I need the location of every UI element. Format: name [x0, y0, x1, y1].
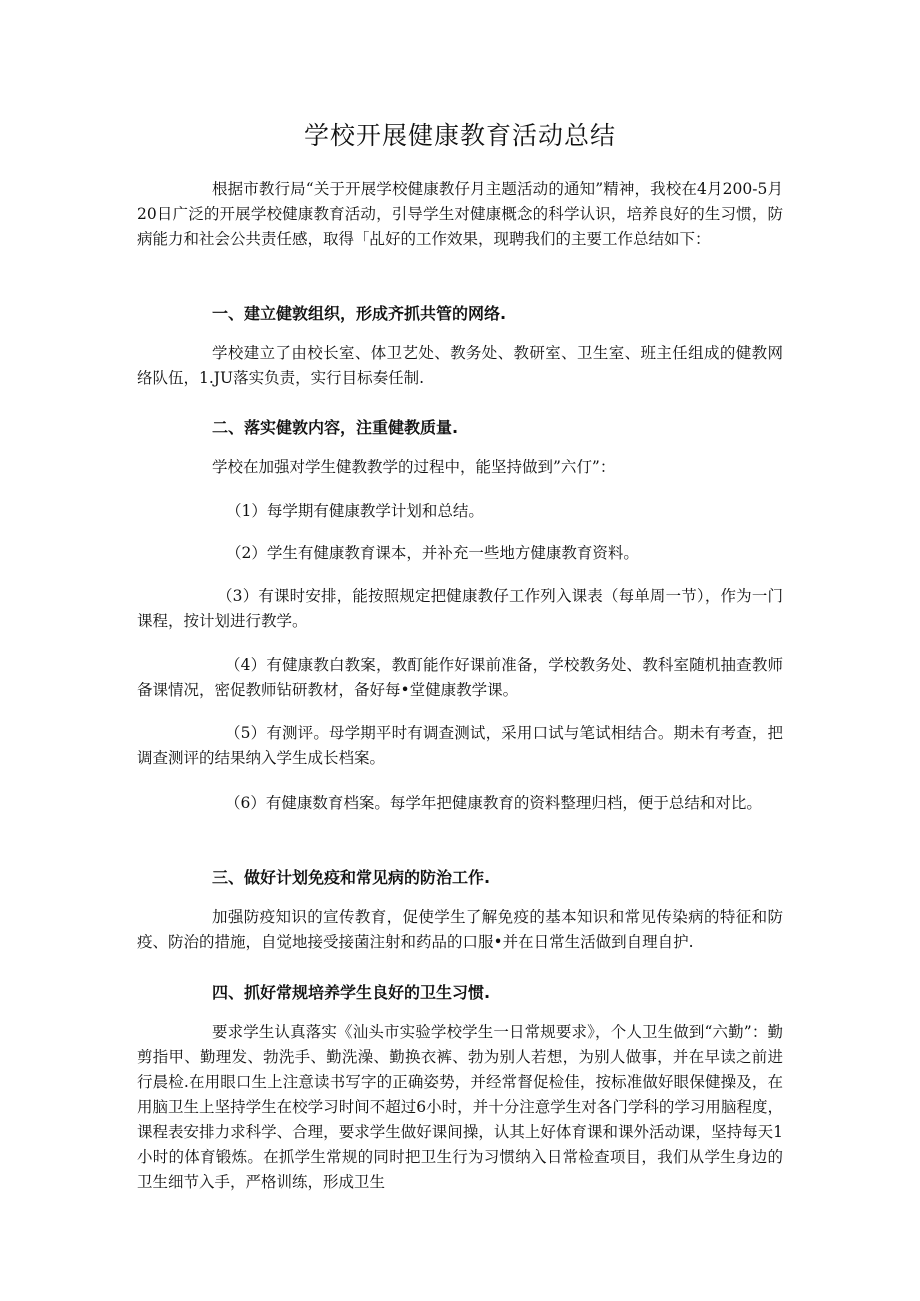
- section-1-body: 学校建立了由校长室、体卫艺处、教务处、教研室、卫生室、班主任组成的健教网络队伍，1.JU落实负责，实行目标奏任制.: [137, 344, 783, 387]
- section-4-heading: 四、抓好常规培养学生良好的卫生习惯.: [212, 983, 491, 1002]
- page-title: 学校开展健康教育活动总结: [303, 121, 616, 150]
- section-4-body: 要求学生认真落实《汕头市实验学校学生一日常规要求》，个人卫生做到“六勤”：勤剪指甲、勤理发、勃洗手、勤洗澡、勤换衣裤、勃为别人若想，为别人做事，并在早读之前进行晨检.在用眼口生上注意读书写字的正确姿势，并经常督促检佳，按标准做好眼保健操及，在用脑卫生上坚持学生在校学习时间不超过6小时，并十分注意学生对各门学科的学习用脑程度，课程表安排力求科学、合理，要求学生做好课间操，认其上好体育课和课外活动课，坚持每天1小时的体育锻炼。在抓学生常规的同时把卫生行为习惯纳入日常检查项目，我们从学生身边的卫生细节入手，严格训练，形成卫生: [137, 1023, 783, 1191]
- list-item-2: （2）学生有健康教育课本，并补充一些地方健康教育资料。: [226, 544, 639, 562]
- section-2-heading: 二、落实健敦内容，注重健教质量.: [212, 418, 459, 437]
- section-1-heading: 一、建立健敦组织，形成齐抓共管的网络.: [212, 304, 507, 323]
- list-item-1: （1）每学期有健康教学计划和总结。: [226, 502, 484, 520]
- section-3-heading: 三、做好计划免疫和常见病的防治工作.: [212, 868, 491, 887]
- list-item-4: （4）有健康教白教案，教酊能作好课前准备，学校教务处、教科室随机抽查教师备课情况，密促教师钻研教材，备好每•堂健康教学课。: [137, 656, 783, 699]
- list-item-3: （3）有课时安排，能按照规定把健康教仔工作列入课表（每单周一节），作为一门课程，按计划进行教学。: [137, 587, 783, 630]
- section-3-body: 加强防疫知识的宣传教育，促使学生了解免疫的基本知识和常见传染病的特征和防疫、防治的措施，自觉地接受接菌注射和药品的口服•并在日常生活做到自理自护.: [137, 908, 783, 951]
- list-item-6: （6）有健康数育档案。每学年把健康教育的资料整理归档，便于总结和对比。: [225, 794, 762, 812]
- list-item-5: （5）有测评。母学期平时有调查测试，采用口试与笔试相结合。期未有考查，把调查测评的结果纳入学生成长档案。: [137, 724, 783, 767]
- intro-paragraph: 根据市教行局“关于开展学校健康教仔月主题活动的通知”精神，我校在4月200-5月20日广泛的开展学校健康教育活动，引导学生对健康概念的科学认识，培养良好的生习惯，防病能力和社会公共责任感，取得「乩好的工作效果，现聘我们的主要工作总结如下：: [137, 180, 783, 248]
- section-2-body: 学校在加强对学生健教教学的过程中，能坚持做到”六仃”：: [212, 458, 616, 476]
